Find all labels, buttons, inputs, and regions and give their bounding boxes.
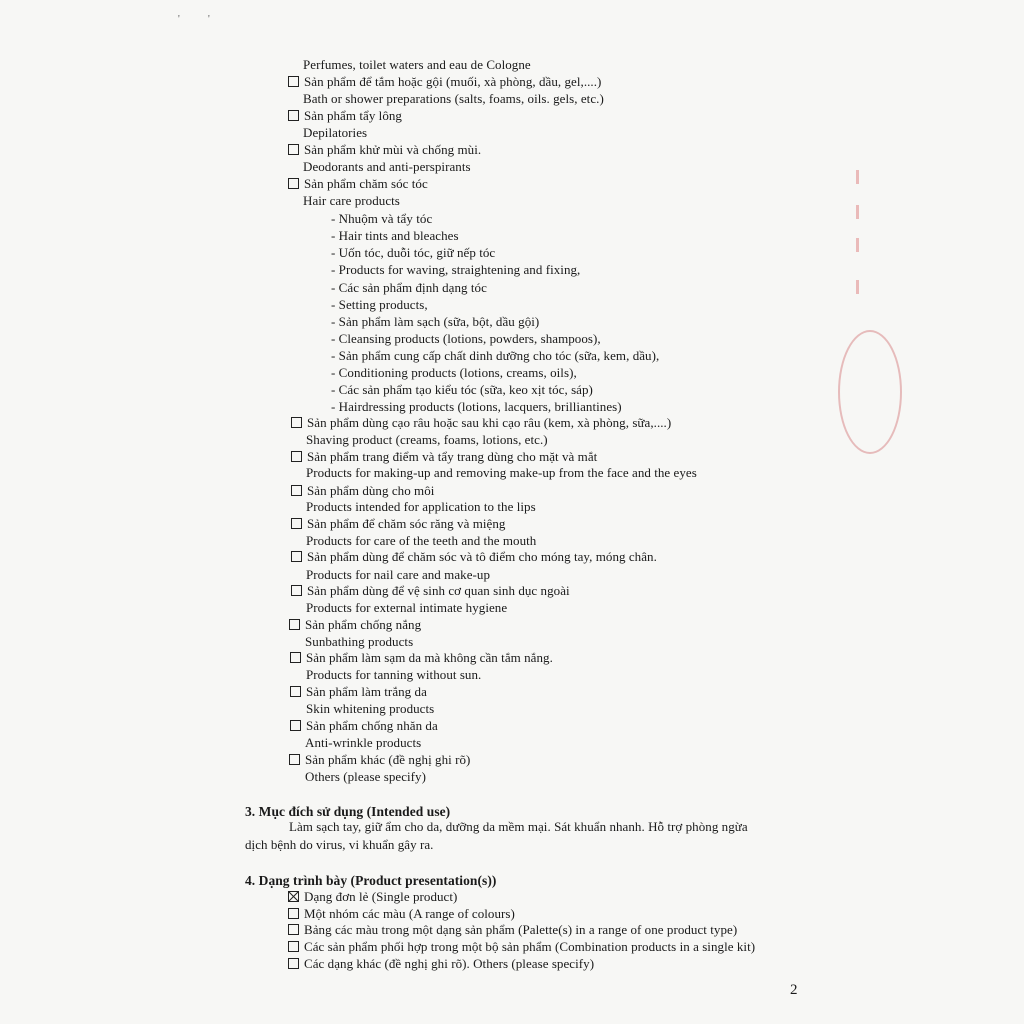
category-item [288, 142, 481, 158]
category-item [289, 752, 470, 768]
hair-sub-item: - Hairdressing products (lotions, lacquers, brilliantines) [331, 399, 622, 414]
category-vi: Sản phẩm trang điểm và tẩy trang dùng cho mặt và mắt [307, 449, 598, 464]
section-3-heading: 3. Mục đích sử dụng (Intended use) [245, 804, 451, 819]
hair-sub-item: - Các sản phẩm định dạng tóc [331, 280, 487, 295]
checkbox[interactable] [288, 958, 299, 969]
category-vi: Sản phẩm tẩy lông [304, 108, 402, 123]
presentation-option [288, 956, 594, 972]
category-en: Products for external intimate hygiene [306, 600, 508, 615]
scan-speck: ' [178, 14, 180, 25]
hair-sub-item: - Sản phẩm làm sạch (sữa, bột, dầu gội) [331, 314, 540, 329]
checkbox[interactable] [290, 686, 301, 697]
category-en: Products for care of the teeth and the mouth [306, 533, 537, 548]
section-4-heading: 4. Dạng trình bày (Product presentation(s)) [245, 873, 497, 888]
category-item [288, 108, 402, 124]
checkbox[interactable] [288, 76, 299, 87]
checkbox[interactable] [288, 178, 299, 189]
category-vi: Sản phẩm chống nắng [305, 617, 422, 632]
category-vi: Sản phẩm để tắm hoặc gội (muối, xà phòng, dầu, gel,....) [304, 74, 602, 89]
category-item [291, 583, 570, 599]
stamp-fragment [856, 238, 859, 252]
hair-sub-item: - Nhuộm và tẩy tóc [331, 211, 433, 226]
presentation-option [288, 889, 457, 905]
presentation-option-label: Các sản phẩm phối hợp trong một bộ sản phẩm (Combination products in a single kit) [304, 939, 756, 954]
category-item [290, 650, 553, 666]
checkbox[interactable] [291, 485, 302, 496]
category-en: Products for making-up and removing make-up from the face and the eyes [306, 465, 697, 480]
checkbox[interactable] [290, 720, 301, 731]
checkbox[interactable] [291, 518, 302, 529]
category-en: Deodorants and anti-perspirants [303, 159, 471, 174]
category-en: Skin whitening products [306, 701, 435, 716]
category-en: Shaving product (creams, foams, lotions, etc.) [306, 432, 548, 447]
category-vi: Sản phẩm dùng để chăm sóc và tô điểm cho móng tay, móng chân. [307, 549, 657, 564]
scan-speck: ' [208, 14, 210, 25]
category-vi: Sản phẩm để chăm sóc răng và miệng [307, 516, 506, 531]
category-item [291, 549, 657, 565]
category-item [289, 617, 421, 633]
category-en: Sunbathing products [305, 634, 414, 649]
category-item [291, 415, 671, 431]
category-vi: Sản phẩm dùng để vệ sinh cơ quan sinh dục ngoài [307, 583, 570, 598]
category-vi: Sản phẩm làm trắng da [306, 684, 427, 699]
checkbox[interactable] [289, 754, 300, 765]
category-vi: Sản phẩm dùng cho môi [307, 483, 435, 498]
hair-sub-item: - Uốn tóc, duỗi tóc, giữ nếp tóc [331, 245, 496, 260]
hair-sub-item: - Hair tints and bleaches [331, 228, 459, 243]
presentation-option-label: Bảng các màu trong một dạng sản phẩm (Palette(s) in a range of one product type) [304, 922, 738, 937]
hair-sub-item: - Cleansing products (lotions, powders, shampoos), [331, 331, 601, 346]
category-vi: Sản phẩm chăm sóc tóc [304, 176, 428, 191]
category-en: Bath or shower preparations (salts, foams, oils. gels, etc.) [303, 91, 604, 106]
hair-sub-item: - Setting products, [331, 297, 428, 312]
checkbox[interactable] [290, 652, 301, 663]
category-vi: Sản phẩm làm sạm da mà không cần tắm nắng. [306, 650, 553, 665]
presentation-option-label: Các dạng khác (đề nghị ghi rõ). Others (please specify) [304, 956, 595, 971]
checkbox[interactable] [291, 551, 302, 562]
checkbox[interactable] [291, 451, 302, 462]
checkbox[interactable] [288, 941, 299, 952]
hair-sub-item: - Các sản phẩm tạo kiểu tóc (sữa, keo xịt tóc, sáp) [331, 382, 593, 397]
intended-use-text: dịch bệnh do virus, vi khuẩn gây ra. [245, 837, 434, 852]
hair-sub-item: - Products for waving, straightening and fixing, [331, 262, 581, 277]
category-item [288, 74, 601, 90]
category-en: Depilatories [303, 125, 368, 140]
category-en: Products for tanning without sun. [306, 667, 482, 682]
intended-use-text: Làm sạch tay, giữ ẩm cho da, dưỡng da mềm mại. Sát khuẩn nhanh. Hỗ trợ phòng ngừa [289, 819, 748, 834]
category-vi: Sản phẩm khác (đề nghị ghi rõ) [305, 752, 471, 767]
checkbox-checked[interactable] [288, 891, 299, 902]
stamp-fragment [856, 170, 859, 184]
category-item [291, 483, 434, 499]
category-en: Perfumes, toilet waters and eau de Cologne [303, 57, 531, 72]
presentation-option [288, 906, 515, 922]
checkbox[interactable] [291, 417, 302, 428]
presentation-option [288, 922, 737, 938]
hair-sub-item: - Sản phẩm cung cấp chất dinh dưỡng cho tóc (sữa, kem, dầu), [331, 348, 660, 363]
checkbox[interactable] [288, 144, 299, 155]
category-item [291, 449, 597, 465]
category-en: Products for nail care and make-up [306, 567, 490, 582]
presentation-option-label: Một nhóm các màu (A range of colours) [304, 906, 515, 921]
category-item [288, 176, 428, 192]
category-vi: Sản phẩm dùng cạo râu hoặc sau khi cạo râu (kem, xà phòng, sữa,....) [307, 415, 672, 430]
category-item [291, 516, 505, 532]
category-vi: Sản phẩm khử mùi và chống mùi. [304, 142, 482, 157]
checkbox[interactable] [288, 924, 299, 935]
stamp-fragment [856, 205, 859, 219]
checkbox[interactable] [289, 619, 300, 630]
hair-sub-item: - Conditioning products (lotions, creams, oils), [331, 365, 577, 380]
category-vi: Sản phẩm chống nhăn da [306, 718, 438, 733]
checkbox[interactable] [288, 110, 299, 121]
stamp-fragment [856, 280, 859, 294]
seal-stamp [838, 330, 902, 454]
checkbox[interactable] [291, 585, 302, 596]
presentation-option-label: Dạng đơn lẻ (Single product) [304, 889, 458, 904]
category-en: Anti-wrinkle products [305, 735, 422, 750]
presentation-option [288, 939, 755, 955]
category-en: Others (please specify) [305, 769, 426, 784]
category-item [290, 684, 427, 700]
category-en: Products intended for application to the lips [306, 499, 536, 514]
category-item [290, 718, 438, 734]
checkbox[interactable] [288, 908, 299, 919]
category-en: Hair care products [303, 193, 400, 208]
page-number: 2 [790, 982, 798, 998]
